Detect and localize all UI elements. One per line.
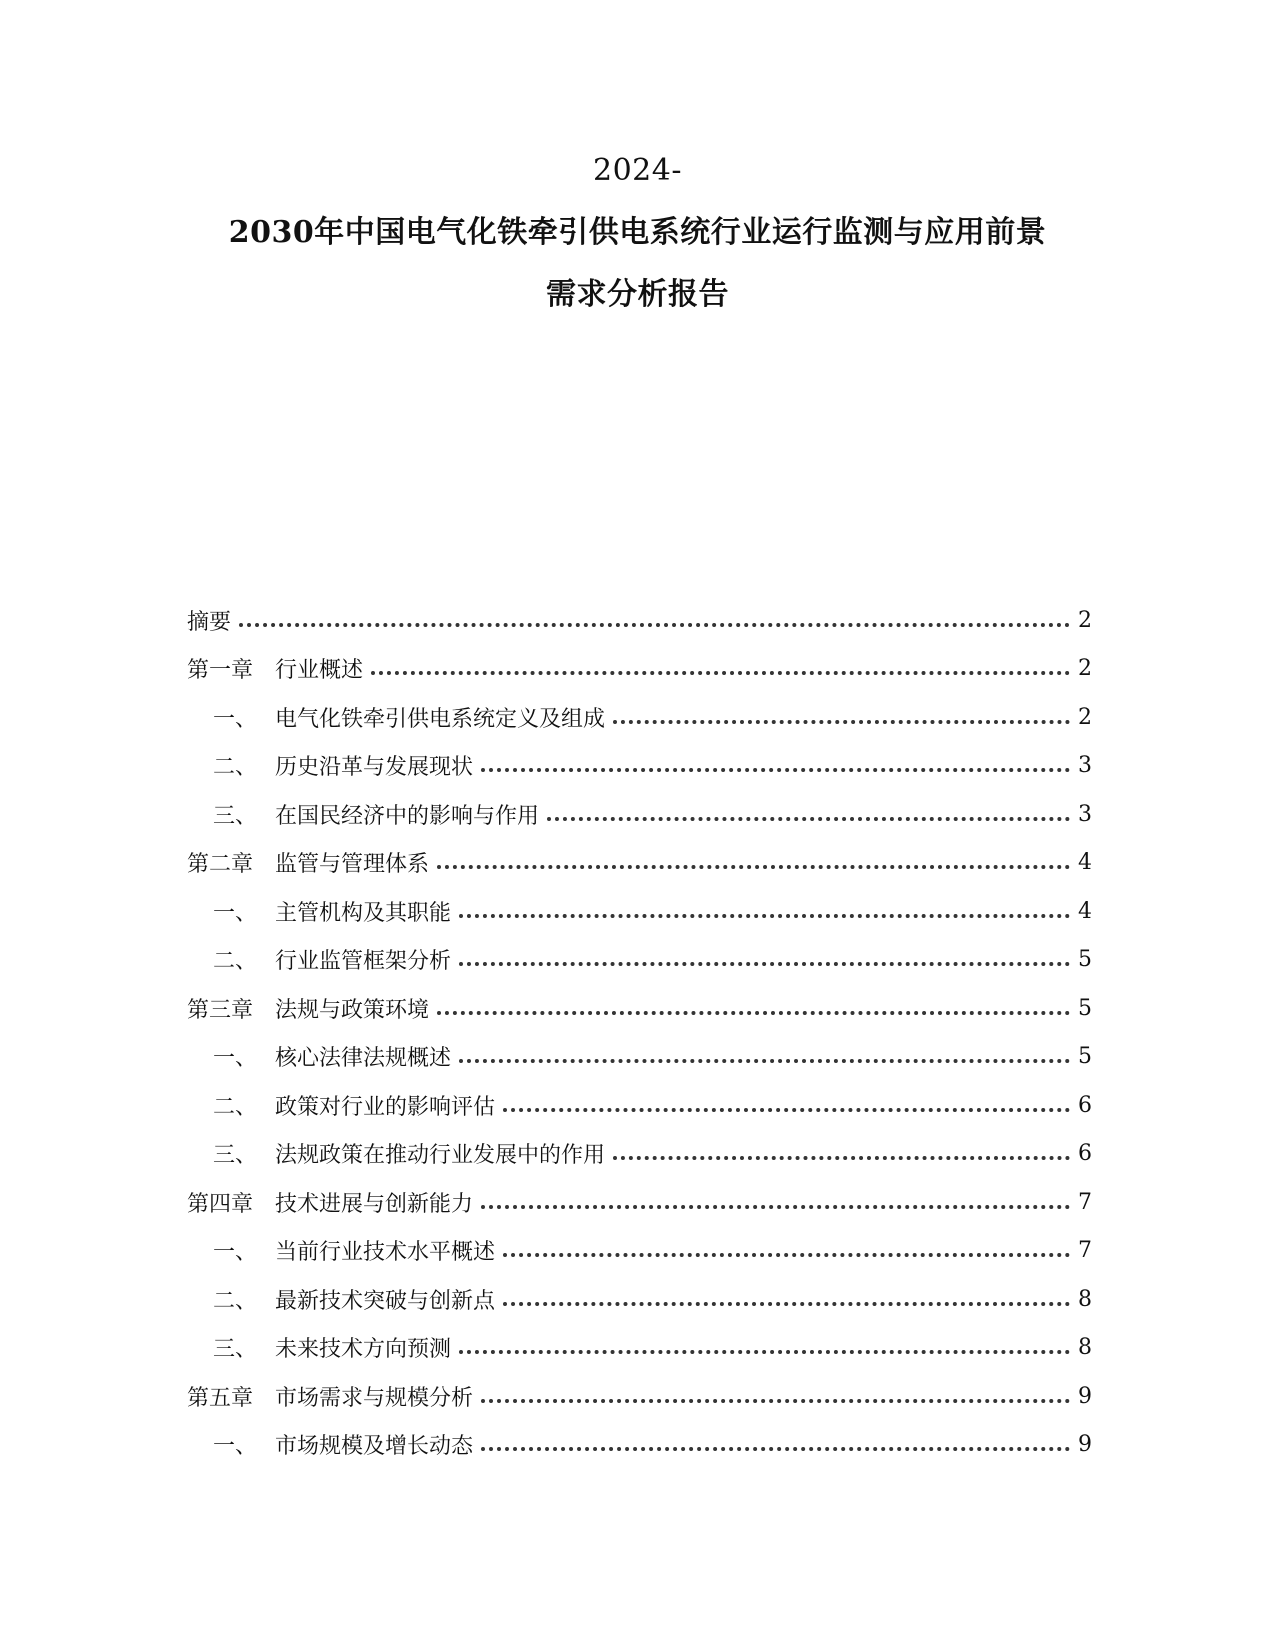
- toc-entry-title: 监管与管理体系: [275, 852, 430, 878]
- toc-entry-number: 二、: [213, 1288, 258, 1314]
- toc-entry-title: 历史沿革与发展现状: [275, 755, 474, 781]
- toc-entry-page-number: 6: [1078, 1141, 1092, 1167]
- toc-entry-number: 一、: [213, 1240, 258, 1266]
- toc-entry-page-number: 4: [1078, 898, 1092, 924]
- toc-dot-leader: [481, 1398, 1070, 1403]
- toc-dot-leader: [239, 622, 1070, 627]
- toc-entry-page-number: 7: [1078, 1238, 1092, 1264]
- toc-dot-leader: [481, 1446, 1070, 1451]
- title-line-1: 2024-: [593, 153, 682, 188]
- toc-dot-leader: [459, 913, 1070, 918]
- toc-entry-page-number: 4: [1078, 850, 1092, 876]
- toc-dot-leader: [459, 1349, 1070, 1354]
- toc-entry-number: 二、: [213, 755, 258, 781]
- toc-entry-title: 技术进展与创新能力: [275, 1191, 474, 1217]
- toc-entry-number: 一、: [213, 1046, 258, 1072]
- toc-entry[interactable]: [187, 1178, 1092, 1227]
- toc-entry-number: 二、: [213, 1094, 258, 1120]
- toc-entry-page-number: 8: [1078, 1286, 1092, 1312]
- toc-entry-number: 第一章: [187, 658, 254, 684]
- toc-dot-leader: [437, 864, 1070, 869]
- toc-entry-number: 一、: [213, 706, 258, 732]
- toc-entry[interactable]: [187, 887, 1092, 936]
- toc-entry-page-number: 9: [1078, 1432, 1092, 1458]
- toc-entry[interactable]: [187, 1130, 1092, 1179]
- toc-entry-number: 第二章: [187, 852, 254, 878]
- toc-entry-title: 当前行业技术水平概述: [275, 1240, 496, 1266]
- toc-entry-page-number: 2: [1078, 656, 1092, 682]
- toc-entry[interactable]: [187, 1275, 1092, 1324]
- toc-entry-title: 行业概述: [275, 658, 364, 684]
- toc-entry[interactable]: [187, 936, 1092, 985]
- toc-entry-title: 市场规模及增长动态: [275, 1434, 474, 1460]
- toc-entry-page-number: 3: [1078, 753, 1092, 779]
- toc-dot-leader: [613, 1155, 1070, 1160]
- toc-entry[interactable]: [187, 645, 1092, 694]
- toc-entry[interactable]: [187, 1324, 1092, 1373]
- toc-entry-title: 电气化铁牵引供电系统定义及组成: [275, 706, 606, 732]
- toc-dot-leader: [437, 1010, 1070, 1015]
- toc-entry[interactable]: [187, 839, 1092, 888]
- toc-dot-leader: [613, 719, 1070, 724]
- toc-entry[interactable]: [187, 1081, 1092, 1130]
- toc-dot-leader: [481, 767, 1070, 772]
- toc-dot-leader: [547, 816, 1070, 821]
- toc-entry[interactable]: [187, 1372, 1092, 1421]
- toc-entry[interactable]: [187, 693, 1092, 742]
- toc-entry-title: 法规政策在推动行业发展中的作用: [275, 1143, 606, 1169]
- toc-entry-title: 法规与政策环境: [275, 997, 430, 1023]
- toc-entry-title: 主管机构及其职能: [275, 900, 452, 926]
- toc-entry-page-number: 9: [1078, 1383, 1092, 1409]
- toc-entry-page-number: 5: [1078, 1044, 1092, 1070]
- toc-entry-number: 一、: [213, 900, 258, 926]
- toc-entry-title: 核心法律法规概述: [275, 1046, 452, 1072]
- toc-entry-number: 三、: [213, 803, 258, 829]
- toc-dot-leader: [481, 1204, 1070, 1209]
- toc-entry-title: 摘要: [187, 609, 232, 635]
- toc-entry-page-number: 3: [1078, 801, 1092, 827]
- toc-dot-leader: [503, 1107, 1070, 1112]
- toc-dot-leader: [459, 961, 1070, 966]
- toc-entry[interactable]: [187, 742, 1092, 791]
- toc-entry[interactable]: [187, 596, 1092, 645]
- toc-entry[interactable]: [187, 790, 1092, 839]
- toc-entry-title: 行业监管框架分析: [275, 949, 452, 975]
- toc-entry-number: 二、: [213, 949, 258, 975]
- toc-entry-page-number: 5: [1078, 947, 1092, 973]
- toc-entry-number: 第四章: [187, 1191, 254, 1217]
- toc-entry-number: 一、: [213, 1434, 258, 1460]
- toc-entry-number: 第三章: [187, 997, 254, 1023]
- toc-entry-number: 三、: [213, 1143, 258, 1169]
- toc-entry[interactable]: [187, 1421, 1092, 1470]
- table-of-contents: [187, 596, 1092, 1469]
- toc-entry-page-number: 8: [1078, 1335, 1092, 1361]
- toc-dot-leader: [371, 670, 1070, 675]
- toc-entry-title: 未来技术方向预测: [275, 1337, 452, 1363]
- toc-entry-page-number: 6: [1078, 1092, 1092, 1118]
- document-title: [0, 140, 1275, 326]
- toc-entry-page-number: 5: [1078, 995, 1092, 1021]
- toc-entry[interactable]: [187, 1227, 1092, 1276]
- toc-entry-number: 三、: [213, 1337, 258, 1363]
- toc-dot-leader: [459, 1058, 1070, 1063]
- toc-entry-page-number: 7: [1078, 1189, 1092, 1215]
- toc-entry[interactable]: [187, 984, 1092, 1033]
- toc-dot-leader: [503, 1301, 1070, 1306]
- toc-entry[interactable]: [187, 1033, 1092, 1082]
- toc-entry-title: 最新技术突破与创新点: [275, 1288, 496, 1314]
- title-line-3: 需求分析报告: [546, 277, 729, 312]
- toc-entry-title: 政策对行业的影响评估: [275, 1094, 496, 1120]
- toc-entry-page-number: 2: [1078, 704, 1092, 730]
- title-line-2: 2030年中国电气化铁牵引供电系统行业运行监测与应用前景: [228, 215, 1047, 250]
- toc-entry-title: 市场需求与规模分析: [275, 1385, 474, 1411]
- toc-entry-number: 第五章: [187, 1385, 254, 1411]
- toc-entry-title: 在国民经济中的影响与作用: [275, 803, 540, 829]
- toc-entry-page-number: 2: [1078, 607, 1092, 633]
- toc-dot-leader: [503, 1252, 1070, 1257]
